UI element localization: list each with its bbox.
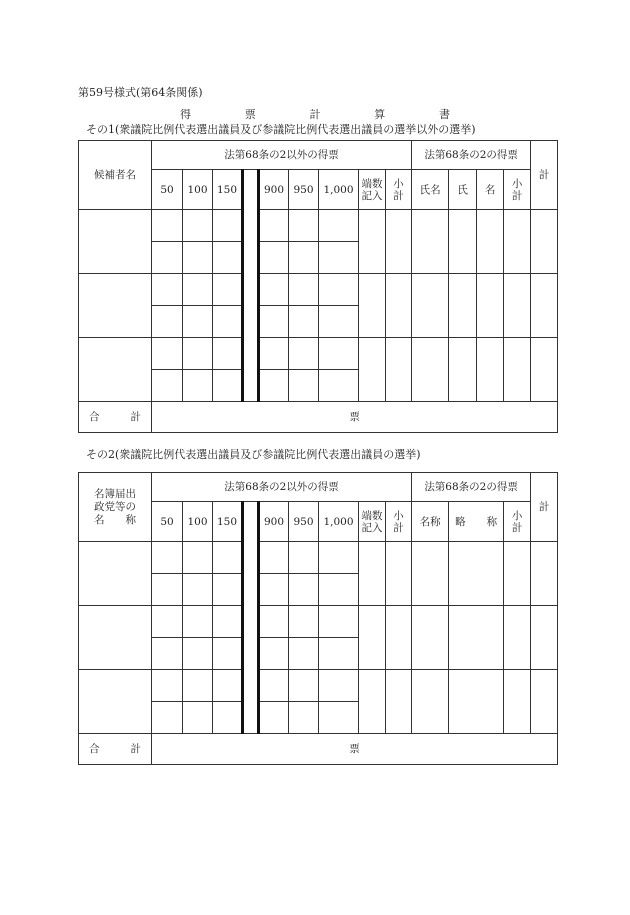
count-50: 50 [152,502,183,542]
section-2-table [78,472,558,765]
party-cell [79,542,152,606]
title-char: 得 [180,108,191,121]
surname-header: 氏 [449,170,477,210]
candidate-cell [79,274,152,338]
count-150: 150 [213,502,243,542]
form-number: 第59号様式(第64条関係) [78,86,203,99]
total-votes-cell: 票 [152,734,558,765]
abbreviation-header: 略 称 [449,502,504,542]
candidate-cell [79,338,152,402]
title-char: 票 [244,108,256,121]
group1-header: 法第68条の2以外の得票 [152,141,412,170]
count-950: 950 [289,502,319,542]
title-char: 計 [309,108,321,121]
section-1-caption: その1(衆議院比例代表選出議員及び参議院比例代表選出議員の選挙以外の選挙) [86,123,476,136]
count-50: 50 [152,170,183,210]
party-cell [79,606,152,670]
separator [243,170,259,210]
count-900: 900 [259,170,289,210]
section-1-table [78,140,558,433]
count-1000: 1,000 [319,170,359,210]
party-name-col-header: 名称 [412,502,449,542]
title-char: 書 [439,108,450,121]
fraction-header: 端数 記入 [359,502,386,542]
count-900: 900 [259,502,289,542]
total-header: 計 [531,473,558,542]
name-header: 候補者名 [79,141,152,210]
section-2-caption: その2(衆議院比例代表選出議員及び参議院比例代表選出議員の選挙) [86,448,421,461]
fraction-header: 端数 記入 [359,170,386,210]
total-votes-cell: 票 [152,402,558,433]
title-char: 算 [374,108,386,121]
total-row-label: 合 計 [79,734,152,765]
party-cell [79,670,152,734]
count-950: 950 [289,170,319,210]
subtotal-header: 小 計 [386,502,412,542]
party-name-header: 名簿届出 政党等の 名 称 [79,473,152,542]
document-title [180,106,450,122]
given-name-header: 名 [477,170,504,210]
count-150: 150 [213,170,243,210]
subtotal-header: 小 計 [504,170,531,210]
count-1000: 1,000 [319,502,359,542]
count-100: 100 [183,170,213,210]
subtotal-header: 小 計 [386,170,412,210]
total-row-label: 合 計 [79,402,152,433]
group2-header: 法第68条の2の得票 [412,473,531,502]
group2-header: 法第68条の2の得票 [412,141,531,170]
subtotal-header: 小 計 [504,502,531,542]
count-100: 100 [183,502,213,542]
candidate-cell [79,210,152,274]
separator [243,502,259,542]
full-name-header: 氏名 [412,170,449,210]
group1-header: 法第68条の2以外の得票 [152,473,412,502]
total-header: 計 [531,141,558,210]
